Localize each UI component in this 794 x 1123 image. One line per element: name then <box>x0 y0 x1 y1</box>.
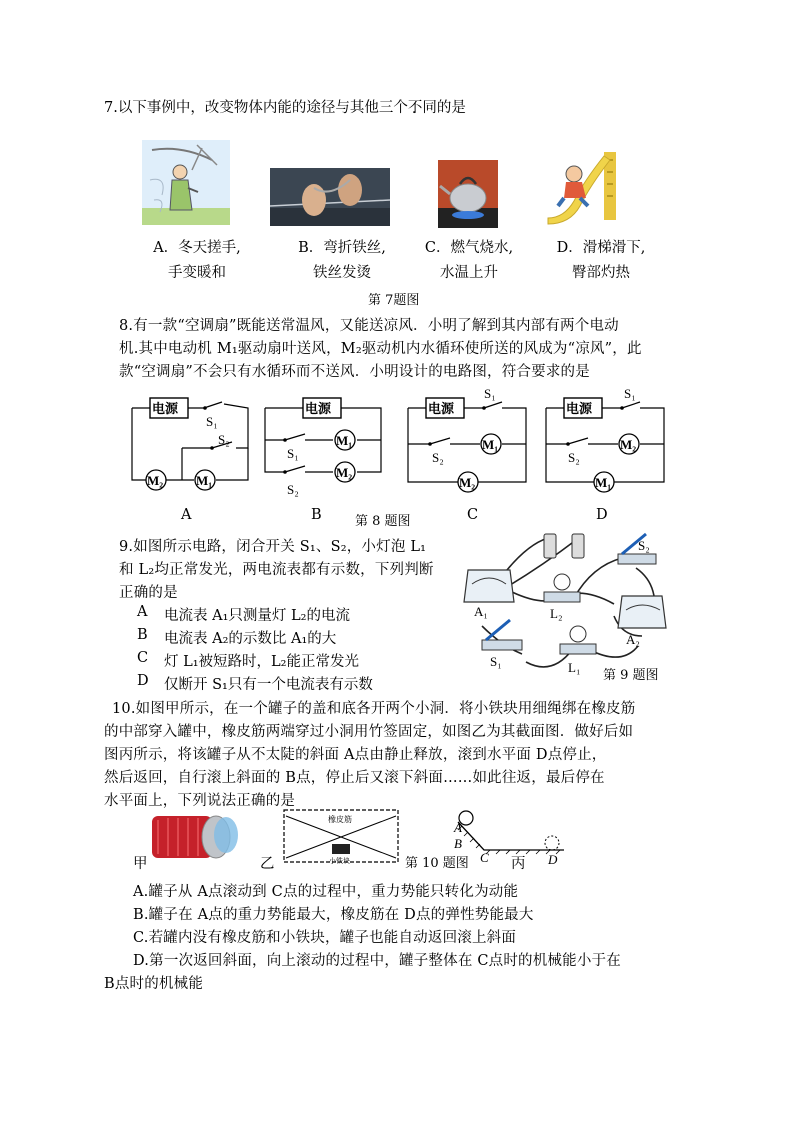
q8-b-power-label: 电源 <box>305 401 332 416</box>
q10-figure-bing <box>450 808 570 867</box>
q8-a-s1: S₁ <box>206 414 218 429</box>
q9-caption: 第 9 题图 <box>603 668 659 683</box>
q9-line-2: 和 L₂均正常发光，两电流表都有示数，下列判断 <box>119 562 434 578</box>
q9-option-d-key: D <box>137 673 149 689</box>
q10-label-jia: 甲 <box>133 856 148 872</box>
q10-line-3: 图丙所示，将该罐子从不太陡的斜面 A点由静止释放，滚到水平面 D点停止， <box>104 747 607 763</box>
q8-b-s1: S₁ <box>287 446 299 461</box>
q9-fig-l2: L₂ <box>550 606 563 621</box>
q9-option-a-text: 电流表 A₁只测量灯 L₂的电流 <box>164 608 350 624</box>
q7-option-b-line1: B．弯折铁丝, <box>298 240 386 256</box>
q7-option-d-line1: D．滑梯滑下, <box>556 240 646 256</box>
q10-rubber-label: 橡皮筋 <box>328 815 352 824</box>
q9-option-b-text: 电流表 A₂的示数比 A₁的大 <box>164 631 337 647</box>
q8-d-m2: M₂ <box>620 437 637 452</box>
q7-image-a <box>142 140 230 225</box>
q10-figure-jia <box>146 808 242 862</box>
q8-a-power-label: 电源 <box>152 401 179 416</box>
q7-option-c-line2: 水温上升 <box>440 265 498 281</box>
q7-stem-text: 7.以下事例中，改变物体内能的途径与其他三个 <box>104 100 408 116</box>
q7-option-a <box>132 236 262 286</box>
q10-label-yi: 乙 <box>260 856 275 872</box>
q8-line-1: 8.有一款“空调扇”既能送常温风，又能送凉风．小明了解到其内部有两个电动 <box>119 318 619 334</box>
q9-fig-l1: L₁ <box>568 660 581 675</box>
q9-line-1: 9.如图所示电路，闭合开关 S₁、S₂，小灯泡 L₁ <box>119 539 427 555</box>
q8-label-b: B <box>311 507 322 523</box>
q8-label-a: A <box>181 507 192 523</box>
q8-c-s1: S₁ <box>484 386 496 401</box>
q10-option-c: C.若罐内没有橡皮筋和小铁块，罐子也能自动返回滚上斜面 <box>133 930 517 946</box>
q8-c-m1: M₁ <box>482 437 499 452</box>
q10-option-d-line2: B点时的机械能 <box>104 976 204 992</box>
q7-option-c <box>404 236 534 286</box>
q8-a-s2: S₂ <box>218 432 230 447</box>
q9-option-c-key: C <box>137 650 149 666</box>
q10-point-a: A <box>454 820 462 835</box>
q8-b-s2: S₂ <box>287 482 299 497</box>
q10-caption: 第 10 题图 <box>405 856 469 871</box>
q10-line-2: 的中部穿入罐中，橡皮筋两端穿过小洞用竹签固定，如图乙为其截面图．做好后如 <box>104 724 634 740</box>
q7-option-d <box>536 236 666 286</box>
q8-d-s1: S₁ <box>624 386 636 401</box>
q10-iron-label: 小铁块 <box>329 857 350 865</box>
q8-d-s2: S₂ <box>568 450 580 465</box>
q10-point-d: D <box>548 852 558 867</box>
q7-option-a-line1: A．冬天搓手, <box>153 240 241 256</box>
q7-option-d-line2: 臀部灼热 <box>572 265 630 281</box>
q8-label-c: C <box>467 507 479 523</box>
q10-line-5: 水平面上，下列说法正确的是 <box>104 793 296 809</box>
q7-caption: 第 7题图 <box>368 293 420 308</box>
q7-image-c <box>438 160 498 228</box>
q8-a-m2: M₂ <box>147 473 164 488</box>
q8-a-m1: M₁ <box>196 473 213 488</box>
q7-image-b <box>270 168 390 226</box>
q10-option-a: A.罐子从 A点滚动到 C点的过程中，重力势能只转化为动能 <box>133 884 519 900</box>
q8-c-m2: M₂ <box>459 475 476 490</box>
q8-circuit-b <box>261 392 391 502</box>
q8-circuit-c <box>404 388 534 500</box>
q8-b-m2: M₂ <box>336 465 353 480</box>
q8-line-2: 机.其中电动机 M₁驱动扇叶送风，M₂驱动机内水循环使所送的风成为“凉风”，此 <box>119 341 642 357</box>
q9-option-c-text: 灯 L₁被短路时，L₂能正常发光 <box>164 654 359 670</box>
q7-stem-end: 的是 <box>436 100 466 116</box>
q9-option-d-text: 仅断开 S₁只有一个电流表有示数 <box>164 677 373 693</box>
q10-option-b: B.罐子在 A点的重力势能最大，橡皮筋在 D点的弹性势能最大 <box>133 907 534 923</box>
q9-fig-a2: A₂ <box>626 632 640 647</box>
q8-label-d: D <box>596 507 608 523</box>
q8-d-m1: M₁ <box>595 475 612 490</box>
q9-figure <box>462 526 674 682</box>
q10-line-1: 10.如图甲所示，在一个罐子的盖和底各开两个小洞．将小铁块用细绳绑在橡皮筋 <box>112 701 636 717</box>
q10-label-bing: 丙 <box>511 856 526 872</box>
q8-c-power-label: 电源 <box>428 401 455 416</box>
q7-option-b-line2: 铁丝发烫 <box>313 265 371 281</box>
q8-caption: 第 8 题图 <box>355 514 411 529</box>
q7-stem <box>104 96 466 117</box>
q7-option-a-line2: 手变暖和 <box>168 265 226 281</box>
q7-option-c-line1: C．燃气烧水, <box>424 240 514 256</box>
q10-figure-yi <box>282 808 402 864</box>
q9-option-b-key: B <box>137 627 148 643</box>
q10-point-b: B <box>454 836 462 851</box>
q7-option-b <box>277 236 407 286</box>
q8-circuit-a <box>126 392 256 502</box>
q9-fig-s2: S₂ <box>638 538 650 553</box>
q9-line-3: 正确的是 <box>119 585 178 601</box>
q8-b-m1: M₁ <box>336 433 353 448</box>
q7-stem-emphasis: 不同 <box>407 100 437 116</box>
q8-circuit-d <box>542 388 672 500</box>
q8-c-s2: S₂ <box>432 450 444 465</box>
q7-image-d <box>544 146 632 224</box>
q10-line-4: 然后返回，自行滚上斜面的 B点，停止后又滚下斜面……如此往返，最后停在 <box>104 770 605 786</box>
q9-fig-a1: A₁ <box>474 604 488 619</box>
q10-option-d-line1: D.第一次返回斜面，向上滚动的过程中，罐子整体在 C点时的机械能小于在 <box>133 953 621 969</box>
q8-d-power-label: 电源 <box>566 401 593 416</box>
q10-point-c: C <box>480 850 489 865</box>
q8-line-3: 款“空调扇”不会只有水循环而不送风．小明设计的电路图，符合要求的是 <box>119 364 590 380</box>
q9-option-a-key: A <box>137 604 148 620</box>
q9-fig-s1: S₁ <box>490 654 502 669</box>
